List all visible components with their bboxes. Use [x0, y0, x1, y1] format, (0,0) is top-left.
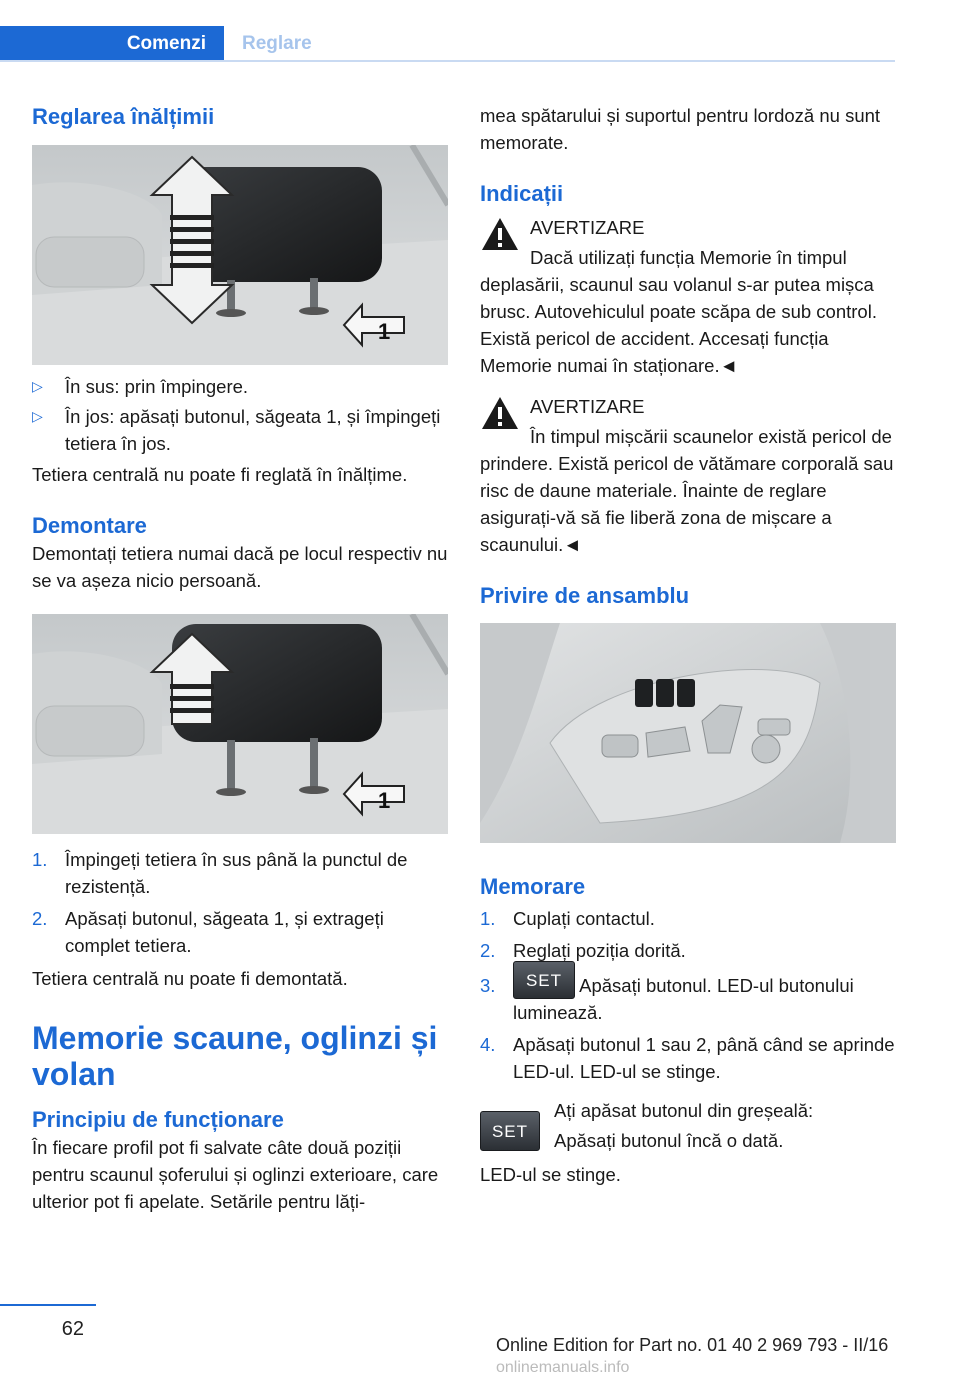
page-header [0, 0, 960, 62]
warning-block-1 [480, 214, 896, 379]
warning-text: În timpul mișcării scaunelor există pericol de prindere. Există pericol de vătămare corporală sau risc de daune materiale. Înainte de reglare asigurați-vă să fie liberă zona de mișcare a scaunului.◄ [480, 426, 894, 555]
list-item: ▷ În sus: prin împingere. [32, 373, 448, 400]
footer-rule [0, 1304, 96, 1306]
heading-notes: Indicații [480, 181, 564, 206]
store-steps [480, 905, 896, 1085]
heading-overview: Privire de ansamblu [480, 583, 690, 608]
triangle-bullet-icon: ▷ [32, 408, 43, 424]
left-column [32, 96, 448, 1215]
heading-remove: Demontare [32, 513, 147, 538]
set-button-icon: SET [480, 1111, 540, 1151]
list-item: ▷ În jos: apăsați butonul, săgeata 1, și împingeți tetiera în jos. [32, 403, 448, 457]
warning-block-2 [480, 393, 896, 558]
set-button-icon: SET [513, 961, 575, 999]
center-height-note: Tetiera centrală nu poate fi reglată în înălțime. [32, 464, 408, 485]
arrow-label-1: 1 [378, 788, 391, 813]
warning-triangle-icon [480, 216, 520, 252]
warning-text: Dacă utilizați funcția Memorie în timpul deplasării, scaunul sau volanul s-ar putea mișca brusc. Autovehiculul poate scăpa de sub control. Există pericol de accident. Accesați funcția Memorie numai în staționare.◄ [480, 247, 877, 376]
page-number: 62 [61, 1318, 84, 1340]
warning-triangle-icon [480, 395, 520, 431]
seat-controls-image [480, 623, 896, 843]
headrest-height-image [32, 145, 448, 365]
list-item: 1. Cuplați contactul. [480, 908, 655, 929]
triangle-bullet-icon: ▷ [32, 378, 43, 394]
heading-height-adjust: Reglarea înălțimii [32, 104, 215, 129]
led-off-note: LED-ul se stinge. [480, 1164, 621, 1186]
warning-title: AVERTIZARE [530, 396, 645, 417]
headrest-remove-image [32, 614, 448, 834]
center-remove-note: Tetiera centrală nu poate fi demontată. [32, 968, 348, 989]
header-rule [0, 60, 895, 62]
mistake-note [480, 1097, 896, 1155]
edition-text: Online Edition for Part no. 01 40 2 969 793 - II/16 onlinemanuals.info [496, 1335, 889, 1376]
principle-continued: mea spătarului și suportul pentru lordoză nu sunt memorate. [480, 105, 881, 153]
height-bullet-list [32, 373, 448, 457]
heading-store: Memorare [480, 874, 586, 899]
remove-steps [32, 846, 448, 959]
mistake-line-1: Ați apăsat butonul din greșeală: [554, 1100, 814, 1122]
heading-memory: Memorie scaune, oglinzi și volan [32, 1020, 438, 1092]
heading-principle: Principiu de funcționare [32, 1107, 284, 1132]
remove-intro: Demontați tetiera numai dacă pe locul respectiv nu se va așeza nicio persoană. [32, 543, 448, 591]
tab-comenzi[interactable]: Comenzi [0, 26, 224, 62]
list-item: 2. Apăsați butonul, săgeata 1, și extrageți complet tetiera. [32, 908, 384, 956]
list-item: 2. Reglați poziția dorită. [480, 940, 686, 961]
right-column [480, 96, 896, 1188]
warning-title: AVERTIZARE [530, 217, 645, 238]
tab-reglare[interactable]: Reglare [242, 33, 312, 54]
list-item: 3. SET Apăsați butonul. LED-ul butonului luminează. [480, 972, 896, 1026]
watermark-text: onlinemanuals.info [496, 1359, 630, 1376]
principle-text: În fiecare profil pot fi salvate câte două poziții pentru scaunul șoferului și oglinzi exterioare, care ulterior pot fi apelate. Setările pentru lăți- [32, 1137, 439, 1212]
list-item: 4. Apăsați butonul 1 sau 2, până când se aprinde LED-ul. LED-ul se stinge. [480, 1034, 895, 1083]
arrow-label-1: 1 [378, 319, 391, 344]
mistake-line-2: Apăsați butonul încă o dată. [554, 1130, 784, 1152]
list-item: 1. Împingeți tetiera în sus până la punctul de rezistență. [32, 849, 408, 897]
